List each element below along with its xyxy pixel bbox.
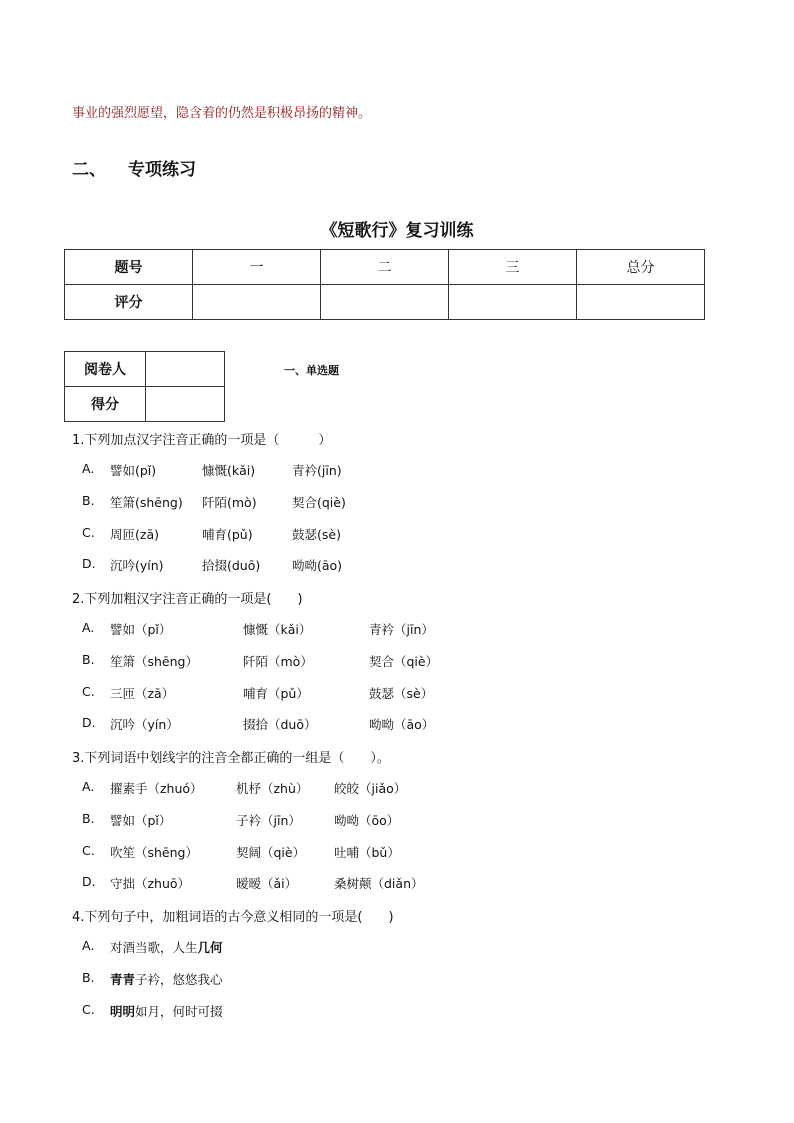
score-header-cell: 一 [193,250,321,285]
option-word: 吹笙（shēng） [110,845,198,860]
part-heading: 一、单选题 [284,364,339,377]
option-letter: D. [82,556,96,571]
reviewer-label: 阅卷人 [65,352,146,387]
option-sentence [110,938,223,956]
option-word: 沉吟（yín） [110,717,179,732]
option-word: 譬如(pǐ) [110,463,157,478]
grader-score-cell [146,387,225,422]
option-letter: A. [82,620,95,635]
question-stem: 3.下列词语中划线字的注音全都正确的一组是（ ）。 [72,751,390,766]
option-word: 鼓瑟（sè） [369,686,434,701]
option-letter: B. [82,811,95,826]
section-number: 二、 [72,160,106,180]
score-row-label: 评分 [65,285,193,320]
option-letter: B. [82,652,95,667]
option-word: 桑树颠（diǎn） [334,876,424,891]
option-word: 吐哺（bǔ） [334,845,400,860]
option-letter: C. [82,843,95,858]
score-cell [193,285,321,320]
option-letter: D. [82,874,96,889]
grader-row [65,387,225,422]
option-word: 呦呦（ōo） [334,813,400,828]
intro-text: 事业的强烈愿望，隐含着的仍然是积极昂扬的精神。 [72,106,372,121]
option-word: 譬如（pǐ） [110,813,172,828]
option-word: 慷慨（kǎi） [243,622,312,637]
option-word: 哺育（pǔ） [243,686,309,701]
option-bold-word: 青青 [110,972,136,987]
score-header-cell: 三 [449,250,577,285]
option-letter: A. [82,461,95,476]
option-word: 笙箫（shēng） [110,654,198,669]
option-text: 如月，何时可掇 [135,1004,223,1019]
option-letter: B. [82,970,95,985]
option-text: 子衿，悠悠我心 [135,972,223,987]
grader-row [65,352,225,387]
option-word: 守拙（zhuō） [110,876,191,891]
score-header-cell: 题号 [65,250,193,285]
option-word: 三匝（zā） [110,686,175,701]
option-word: 阡陌(mò) [202,495,257,510]
option-word: 皎皎（jiǎo） [334,781,407,796]
option-word: 呦呦（āo） [369,717,435,732]
option-text: 对酒当歌，人生 [110,940,198,955]
option-letter: D. [82,715,96,730]
option-bold-word: 明明 [110,1004,136,1019]
option-letter: B. [82,493,95,508]
score-cell [449,285,577,320]
grader-table [64,351,225,422]
option-word: 擢素手（zhuó） [110,781,203,796]
option-word: 阡陌（mò） [243,654,313,669]
option-word: 掇拾（duō） [243,717,317,732]
option-word: 譬如（pǐ） [110,622,172,637]
option-letter: A. [82,938,95,953]
score-header-cell: 二 [321,250,449,285]
option-word: 拾掇(duō) [202,558,261,573]
option-word: 机杼（zhù） [236,781,309,796]
paper-title: 《短歌行》复习训练 [320,221,474,241]
score-table-row [65,285,705,320]
option-word: 契合(qiè) [292,495,346,510]
option-word: 青衿（jīn） [369,622,434,637]
score-header-cell: 总分 [577,250,705,285]
option-word: 子衿（jīn） [236,813,301,828]
section-title: 专项练习 [128,160,196,180]
option-word: 笙箫(shēng) [110,495,183,510]
option-word: 青衿(jīn) [292,463,342,478]
option-word: 周匝(zā) [110,527,159,542]
option-letter: C. [82,684,95,699]
option-word: 呦呦(āo) [292,558,343,573]
option-letter: C. [82,525,95,540]
option-word: 契阔（qiè） [236,845,306,860]
option-word: 契合（qiè） [369,654,439,669]
score-cell [577,285,705,320]
option-word: 慷慨(kǎi) [202,463,256,478]
option-word: 鼓瑟(sè) [292,527,341,542]
grader-score-label: 得分 [65,387,146,422]
option-sentence [110,1002,223,1020]
option-word: 暧暧（ǎi） [236,876,298,891]
question-stem: 1.下列加点汉字注音正确的一项是（ ） [72,433,332,448]
score-table [64,249,705,320]
option-word: 沉吟(yín) [110,558,164,573]
reviewer-cell [146,352,225,387]
option-word: 哺育(pǔ) [202,527,253,542]
score-table-header-row [65,250,705,285]
question-stem: 2.下列加粗汉字注音正确的一项是( ) [72,592,303,607]
option-letter: A. [82,779,95,794]
option-bold-word: 几何 [197,940,223,955]
question-stem: 4.下列句子中，加粗词语的古今意义相同的一项是( ) [72,910,394,925]
section-heading [72,155,196,180]
option-sentence [110,970,223,988]
score-cell [321,285,449,320]
option-letter: C. [82,1002,95,1017]
